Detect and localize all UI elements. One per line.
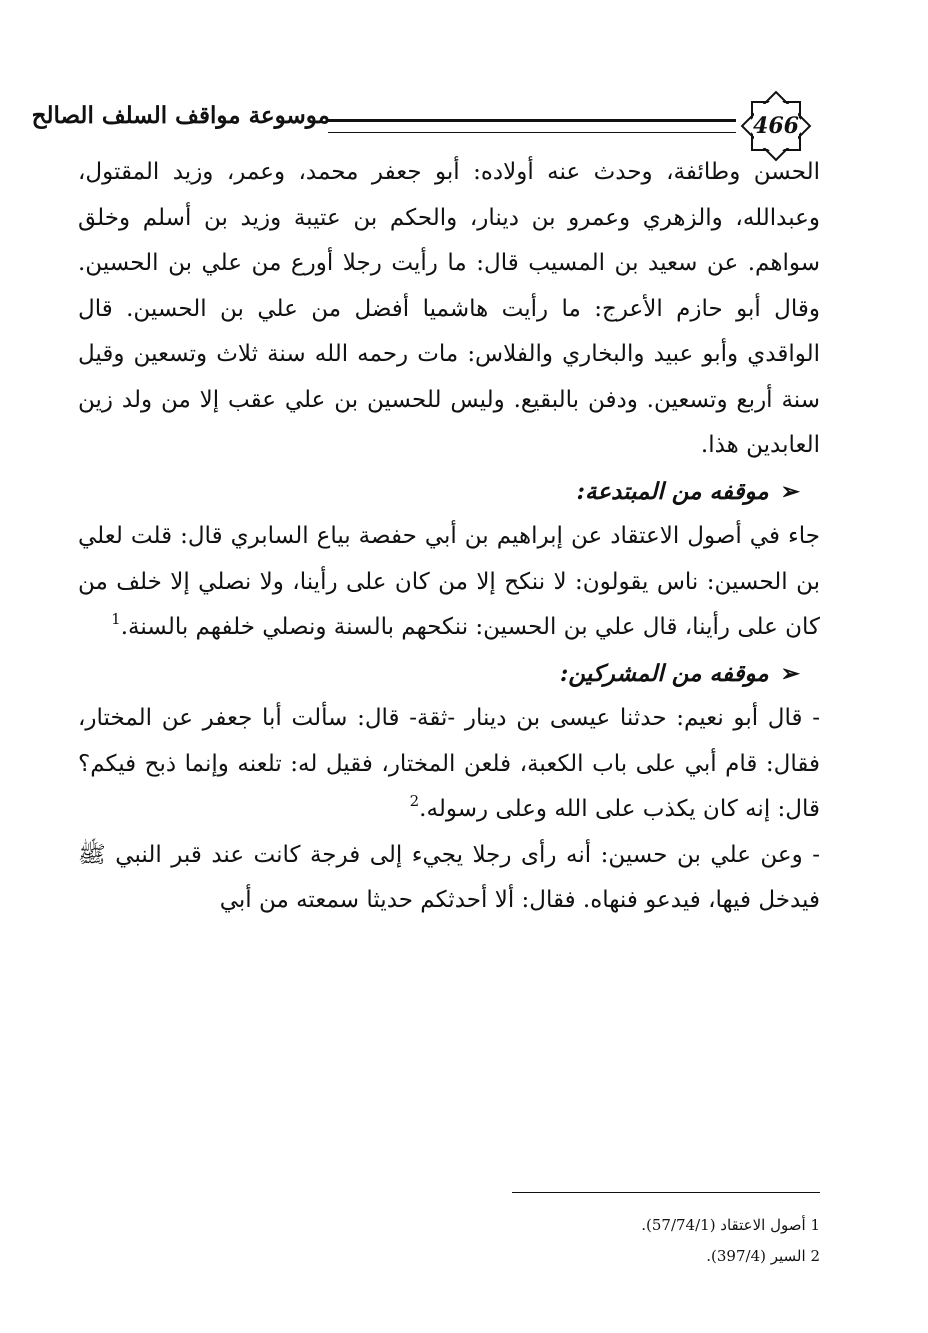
footnote-text: أصول الاعتقاد (57/74/1). <box>641 1216 806 1234</box>
header-rule <box>328 119 736 133</box>
footnote-divider <box>512 1192 820 1193</box>
series-title: موسوعة مواقف السلف الصالح <box>31 102 330 129</box>
main-text <box>78 150 820 924</box>
footnotes <box>320 1210 820 1272</box>
section-heading-label: موقفه من المبتدعة: <box>576 477 769 505</box>
footnote-text: السير (397/4). <box>706 1247 806 1265</box>
paragraph-innovators <box>78 514 820 651</box>
section-heading-polytheists <box>78 651 820 697</box>
arrow-bullet-icon: ➢ <box>780 659 800 687</box>
footnote-number: 2 <box>810 1247 820 1265</box>
footnote-ref: 2 <box>409 792 420 810</box>
section-heading-label: موقفه من المشركين: <box>559 659 769 687</box>
paragraph-biography: الحسن وطائفة، وحدث عنه أولاده: أبو جعفر محمد، وعمر، وزيد المقتول، وعبدالله، والزهري وعمرو بن دينار، والحكم بن عتيبة وزيد بن أسلم وخلق سواهم. عن سعيد بن المسيب قال: ما رأيت رجلا أورع من علي بن الحسين. وقال أبو حازم الأعرج: ما رأيت هاشميا أفضل من علي بن الحسين. قال الواقدي وأبو عبيد والبخاري والفلاس: مات رحمه الله سنة ثلاث وتسعين وقيل سنة أربع وتسعين. ودفن بالبقيع. وليس للحسين بن علي عقب إلا من ولد زين العابدين هذا. <box>78 159 820 458</box>
paragraph-grave: - وعن علي بن حسين: أنه رأى رجلا يجيء إلى فرجة كانت عند قبر النبي ﷺ فيدخل فيها، فيدعو فنهاه. فقال: ألا أحدثكم حديثا سمعته من أبي <box>78 841 820 913</box>
paragraph-mukhtar <box>78 696 820 833</box>
footnote-item <box>320 1210 820 1241</box>
page-number: 466 <box>753 113 799 139</box>
footnote-ref: 1 <box>111 610 121 628</box>
footnote-number: 1 <box>810 1216 820 1234</box>
paragraph-text: - قال أبو نعيم: حدثنا عيسى بن دينار -ثقة- قال: سألت أبا جعفر عن المختار، فقال: قام أبي على باب الكعبة، فلعن المختار، فقيل له: تلعنه وإنما ذبح فيكم؟ قال: إنه كان يكذب على الله وعلى رسوله. <box>78 705 820 822</box>
paragraph-text: جاء في أصول الاعتقاد عن إبراهيم بن أبي حفصة بياع السابري قال: قلت لعلي بن الحسين: ناس يقولون: لا ننكح إلا من كان على رأينا، ولا نصلي إلا خلف من كان على رأينا، قال علي بن الحسين: ننكحهم بالسنة ونصلي خلفهم بالسنة. <box>78 523 820 640</box>
footnote-item <box>320 1241 820 1272</box>
section-heading-innovators <box>78 469 820 515</box>
arrow-bullet-icon: ➢ <box>780 477 800 505</box>
